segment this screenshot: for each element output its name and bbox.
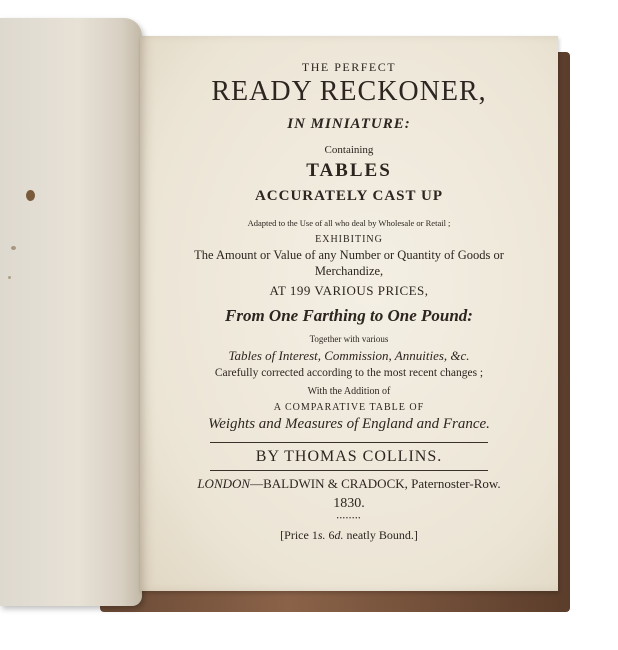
foxing-spot (8, 276, 11, 279)
price-open: [Price 1 (280, 528, 318, 542)
price-close: neatly Bound.] (343, 528, 418, 542)
title-line-tables-of-interest: Tables of Interest, Commission, Annuities, &c. (228, 348, 470, 363)
title-line-weights-measures: Weights and Measures of England and France. (208, 416, 490, 432)
title-page (140, 36, 558, 591)
title-line-comparative-table: A COMPARATIVE TABLE OF (273, 402, 425, 413)
title-line-farthing: From One Farthing to One Pound: (225, 306, 473, 325)
author-line: BY THOMAS COLLINS. (255, 448, 443, 465)
title-line-merchandize: Merchandize, (314, 264, 384, 278)
ornament: •••••••• (336, 516, 362, 522)
title-line-carefully-corrected: Carefully corrected according to the most recent changes ; (214, 367, 484, 379)
year-line: 1830. (333, 496, 365, 511)
title-line-together: Together with various (309, 334, 389, 344)
title-line-adapted: Adapted to the Use of all who deal by Wholesale or Retail ; (247, 218, 451, 228)
price-pence: d. (334, 528, 344, 542)
rule-lower (210, 470, 488, 471)
left-page (0, 18, 142, 606)
imprint-line (140, 476, 558, 492)
foxing-spot (11, 246, 16, 250)
title-line-accurately-cast-up: ACCURATELY CAST UP (254, 188, 444, 204)
title-line-prices: AT 199 VARIOUS PRICES, (269, 283, 429, 298)
title-line-containing: Containing (324, 144, 374, 156)
title-line-with-the-addition: With the Addition of (307, 386, 391, 397)
title-line-amount: The Amount or Value of any Number or Quantity of Goods or (194, 248, 504, 262)
imprint-city: LONDON (197, 476, 251, 491)
title-line-exhibiting: EXHIBITING (315, 234, 383, 245)
title-line-tables: TABLES (306, 160, 392, 181)
title-line-in-miniature: IN MINIATURE: (287, 116, 411, 132)
rule-upper (210, 442, 488, 443)
title-line-the-perfect: THE PERFECT (301, 60, 397, 74)
title-line-ready-reckoner: READY RECKONER, (211, 76, 487, 107)
price-mid: 6 (325, 528, 335, 542)
price-line (140, 528, 558, 543)
foxing-spot (26, 190, 35, 201)
imprint-publisher: —BALDWIN & CRADOCK, (250, 476, 408, 491)
imprint-address: Paternoster-Row. (407, 476, 501, 491)
price-shilling: s. (317, 528, 326, 542)
